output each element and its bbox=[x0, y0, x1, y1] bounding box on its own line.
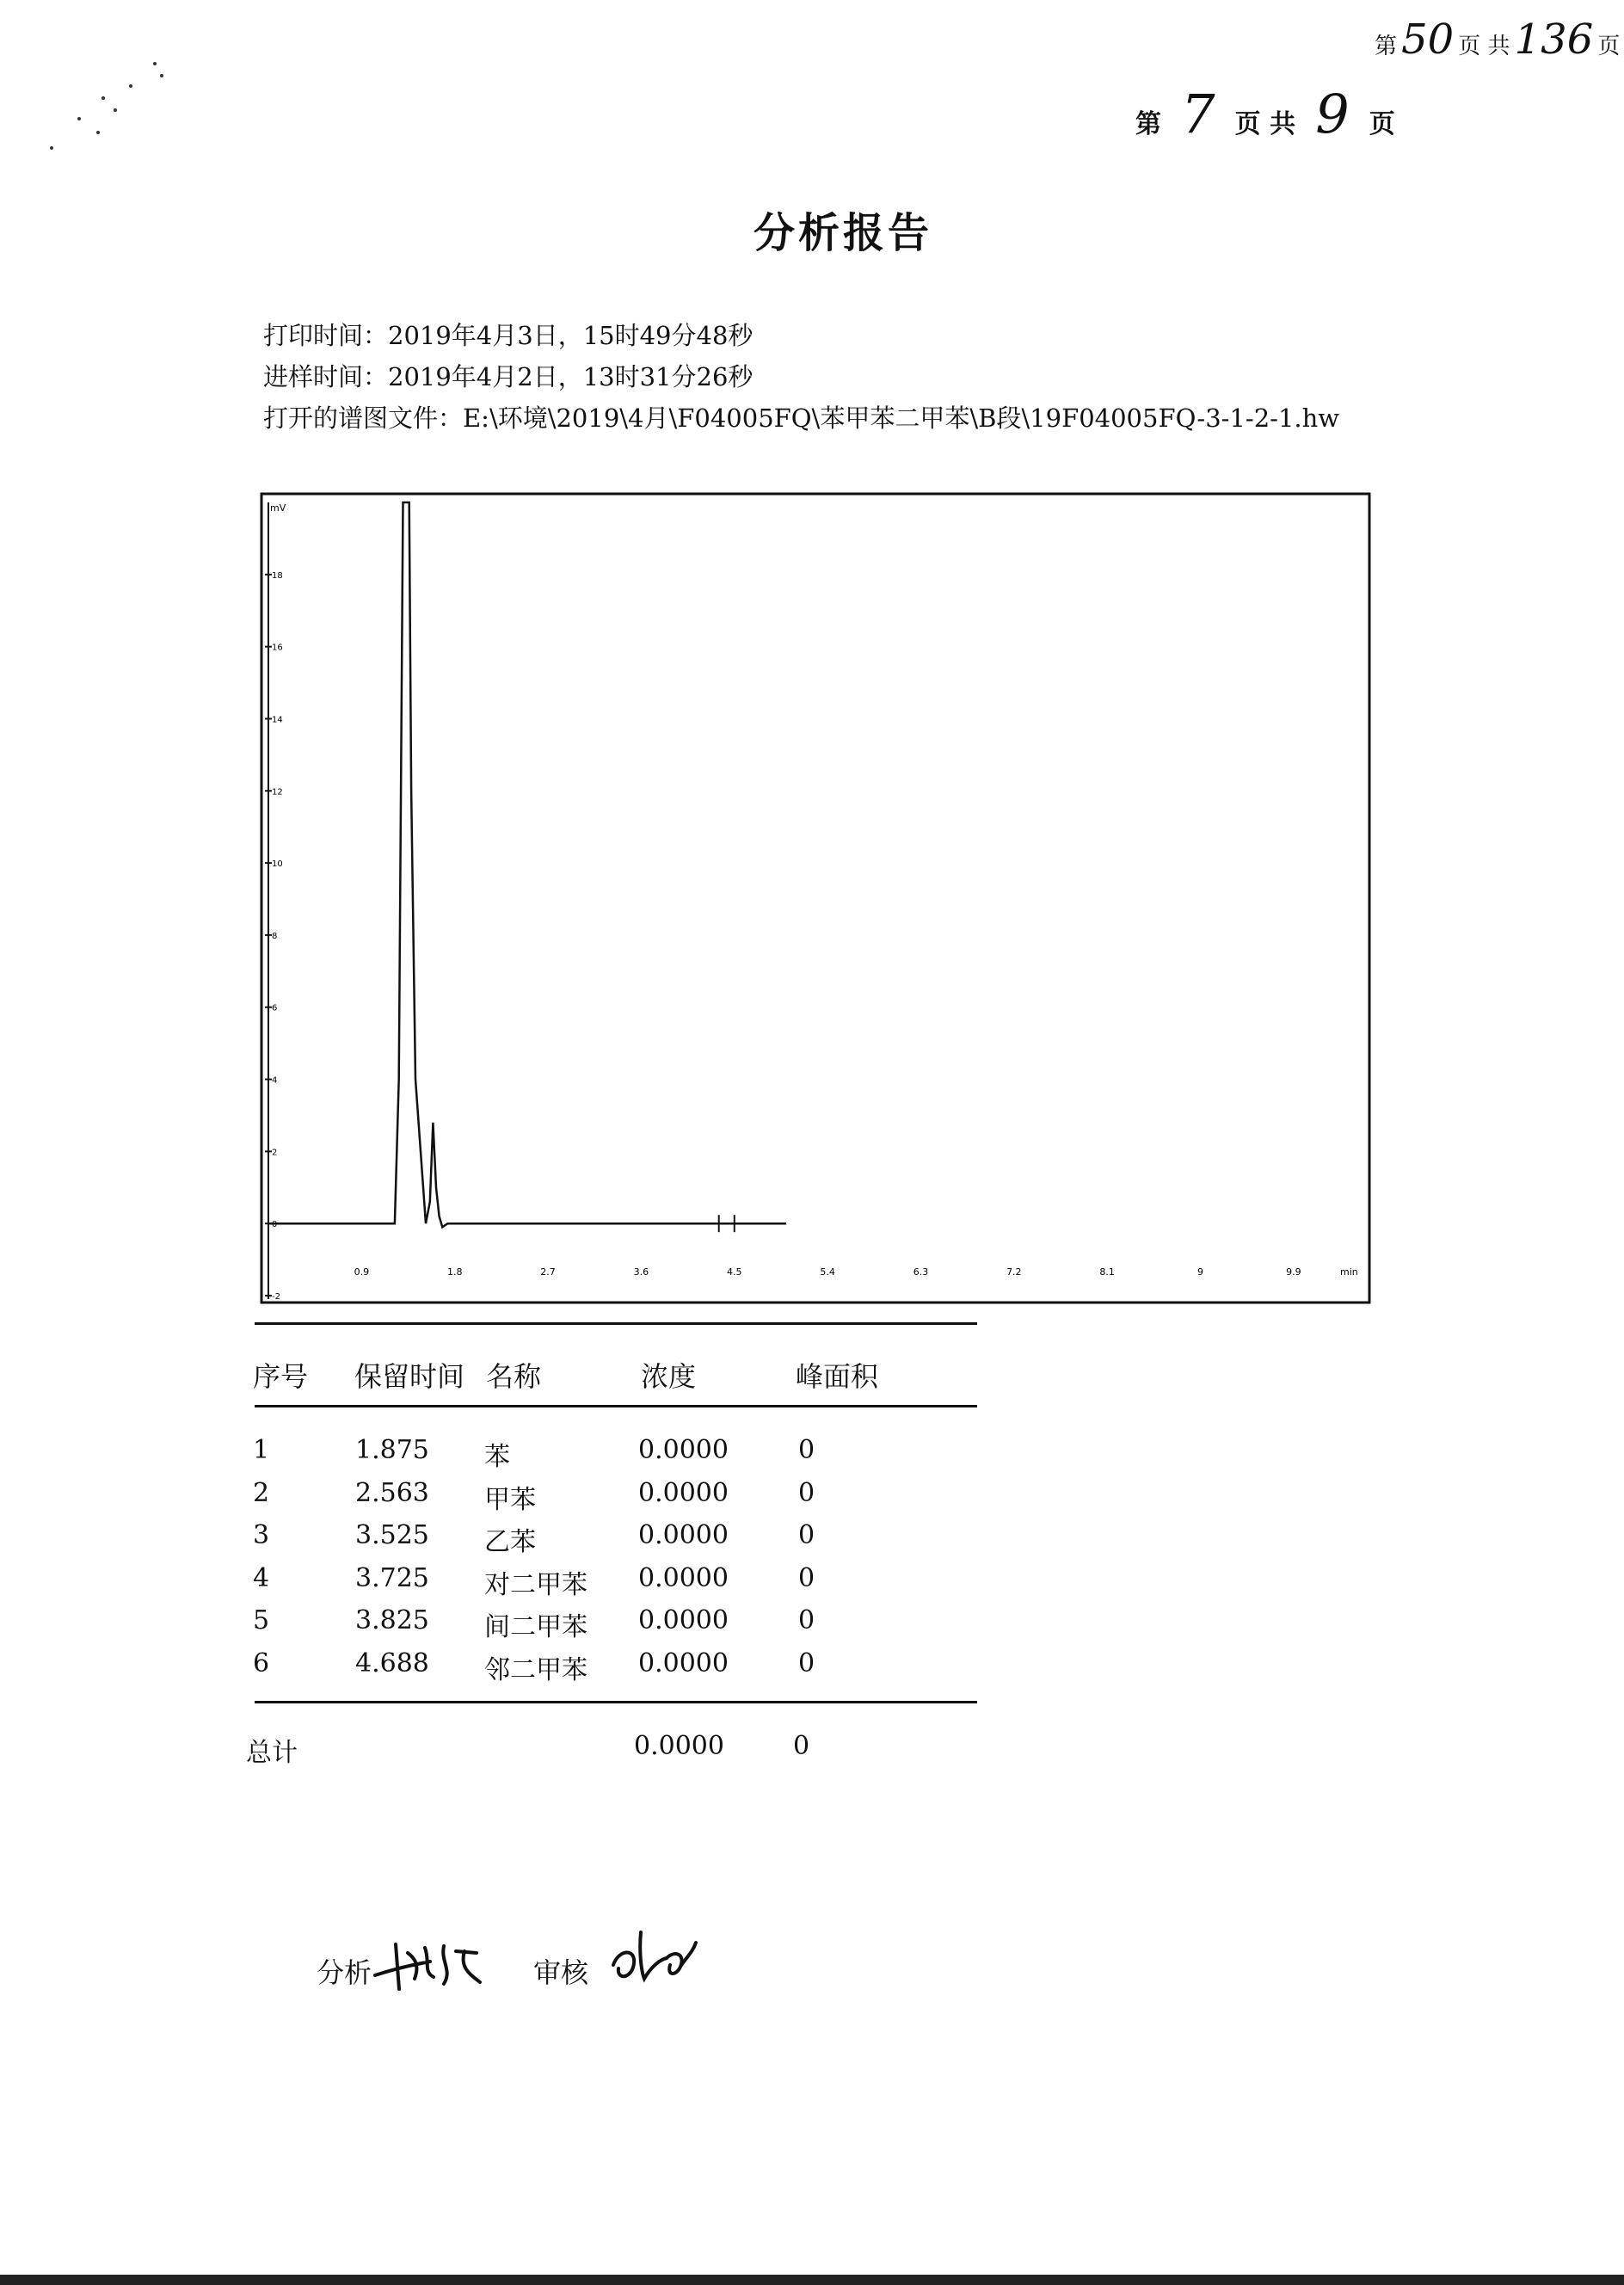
total-area: 0 bbox=[793, 1731, 810, 1761]
cell-no: 3 bbox=[253, 1520, 270, 1551]
cell-area: 0 bbox=[798, 1477, 815, 1508]
reviewer-signature bbox=[606, 1924, 701, 1992]
x-tick-label: 7.2 bbox=[1006, 1266, 1022, 1278]
cell-conc: 0.0000 bbox=[638, 1435, 729, 1465]
y-tick-label: 2 bbox=[272, 1148, 278, 1158]
x-tick-label: 6.3 bbox=[913, 1266, 929, 1278]
cell-name: 苯 bbox=[484, 1442, 510, 1472]
cell-no: 6 bbox=[253, 1648, 270, 1678]
cell-name: 甲苯 bbox=[484, 1484, 536, 1515]
cell-name: 间二甲苯 bbox=[484, 1612, 587, 1643]
print-time: 打印时间：2019年4月3日，15时49分48秒 bbox=[263, 321, 754, 350]
x-tick-label: 9 bbox=[1197, 1266, 1204, 1278]
outer-page-number bbox=[1375, 15, 1620, 64]
col-header-rt: 保留时间 bbox=[354, 1360, 465, 1393]
inner-page-current: 7 bbox=[1181, 83, 1215, 145]
file-path: 打开的谱图文件：E:\环境\2019\4月\F04005FQ\苯甲苯二甲苯\B段\19F04005FQ-3-1-2-1.hw bbox=[263, 403, 1340, 433]
inner-page-number bbox=[1135, 83, 1395, 145]
cell-conc: 0.0000 bbox=[638, 1477, 729, 1508]
x-tick-label: 5.4 bbox=[820, 1266, 835, 1278]
col-header-conc: 浓度 bbox=[641, 1360, 697, 1393]
cell-conc: 0.0000 bbox=[638, 1562, 729, 1593]
outer-page-suffix: 页 bbox=[1597, 34, 1621, 59]
y-tick-label: 12 bbox=[272, 787, 283, 798]
analyst-signature bbox=[370, 1927, 490, 1996]
cell-rt: 3.525 bbox=[355, 1520, 429, 1551]
reviewer-label: 审核 bbox=[533, 1956, 589, 1989]
y-tick-label: 10 bbox=[272, 859, 283, 870]
cell-name: 邻二甲苯 bbox=[484, 1655, 587, 1685]
y-tick-label: 4 bbox=[272, 1075, 278, 1086]
col-header-name: 名称 bbox=[486, 1360, 542, 1393]
outer-page-prefix: 第 bbox=[1375, 34, 1398, 59]
inner-page-prefix: 第 bbox=[1135, 109, 1161, 139]
cell-no: 4 bbox=[253, 1562, 270, 1593]
cell-area: 0 bbox=[798, 1562, 815, 1593]
table-bottom-rule bbox=[255, 1701, 977, 1703]
chart-frame bbox=[261, 494, 1369, 1303]
y-tick-label: 6 bbox=[272, 1003, 278, 1013]
cell-conc: 0.0000 bbox=[638, 1648, 729, 1678]
y-tick-label: 14 bbox=[272, 715, 283, 725]
cell-name: 乙苯 bbox=[484, 1527, 536, 1558]
x-tick-label: 2.7 bbox=[540, 1266, 556, 1278]
col-header-area: 峰面积 bbox=[796, 1360, 879, 1393]
x-tick-label: 9.9 bbox=[1286, 1266, 1301, 1278]
outer-page-total: 136 bbox=[1514, 15, 1594, 64]
x-axis-unit: min bbox=[1340, 1266, 1358, 1278]
cell-area: 0 bbox=[798, 1648, 815, 1678]
cell-rt: 2.563 bbox=[355, 1477, 429, 1508]
report-title: 分析报告 bbox=[753, 209, 932, 257]
x-tick-label: 3.6 bbox=[633, 1266, 649, 1278]
cell-area: 0 bbox=[798, 1605, 815, 1636]
x-tick-label: 8.1 bbox=[1099, 1266, 1115, 1278]
cell-rt: 1.875 bbox=[355, 1435, 429, 1465]
chromatogram-chart bbox=[258, 490, 1376, 1308]
inject-time: 进样时间：2019年4月2日，13时31分26秒 bbox=[263, 362, 754, 391]
x-tick-label: 4.5 bbox=[727, 1266, 742, 1278]
col-header-no: 序号 bbox=[253, 1360, 309, 1393]
analyst-label: 分析 bbox=[317, 1956, 372, 1989]
chromatogram-trace bbox=[268, 502, 786, 1230]
y-tick-label: 0 bbox=[272, 1220, 278, 1230]
cell-rt: 3.725 bbox=[355, 1562, 429, 1593]
total-conc: 0.0000 bbox=[634, 1731, 724, 1761]
outer-page-current: 50 bbox=[1401, 15, 1455, 64]
y-tick-label: -2 bbox=[272, 1292, 280, 1302]
scan-bottom-edge bbox=[0, 2275, 1624, 2285]
cell-no: 2 bbox=[253, 1477, 270, 1508]
cell-conc: 0.0000 bbox=[638, 1520, 729, 1551]
cell-name: 对二甲苯 bbox=[484, 1569, 587, 1600]
y-tick-label: 16 bbox=[272, 643, 283, 653]
y-tick-label: 18 bbox=[272, 570, 283, 581]
cell-area: 0 bbox=[798, 1435, 815, 1465]
x-tick-label: 1.8 bbox=[446, 1266, 463, 1278]
cell-area: 0 bbox=[798, 1520, 815, 1551]
y-axis-unit: mV bbox=[270, 502, 286, 514]
table-top-rule bbox=[255, 1322, 977, 1325]
cell-conc: 0.0000 bbox=[638, 1605, 729, 1636]
cell-rt: 3.825 bbox=[355, 1605, 429, 1636]
cell-no: 5 bbox=[253, 1605, 270, 1636]
total-label: 总计 bbox=[246, 1738, 298, 1768]
y-tick-label: 8 bbox=[272, 931, 278, 941]
inner-page-suffix: 页 bbox=[1369, 109, 1395, 139]
outer-page-mid: 页 共 bbox=[1458, 34, 1510, 59]
cell-no: 1 bbox=[253, 1435, 270, 1465]
table-header-rule bbox=[255, 1405, 977, 1407]
inner-page-mid: 页 共 bbox=[1234, 109, 1296, 139]
cell-rt: 4.688 bbox=[355, 1648, 429, 1678]
x-tick-label: 0.9 bbox=[354, 1266, 370, 1278]
inner-page-total: 9 bbox=[1315, 83, 1350, 145]
